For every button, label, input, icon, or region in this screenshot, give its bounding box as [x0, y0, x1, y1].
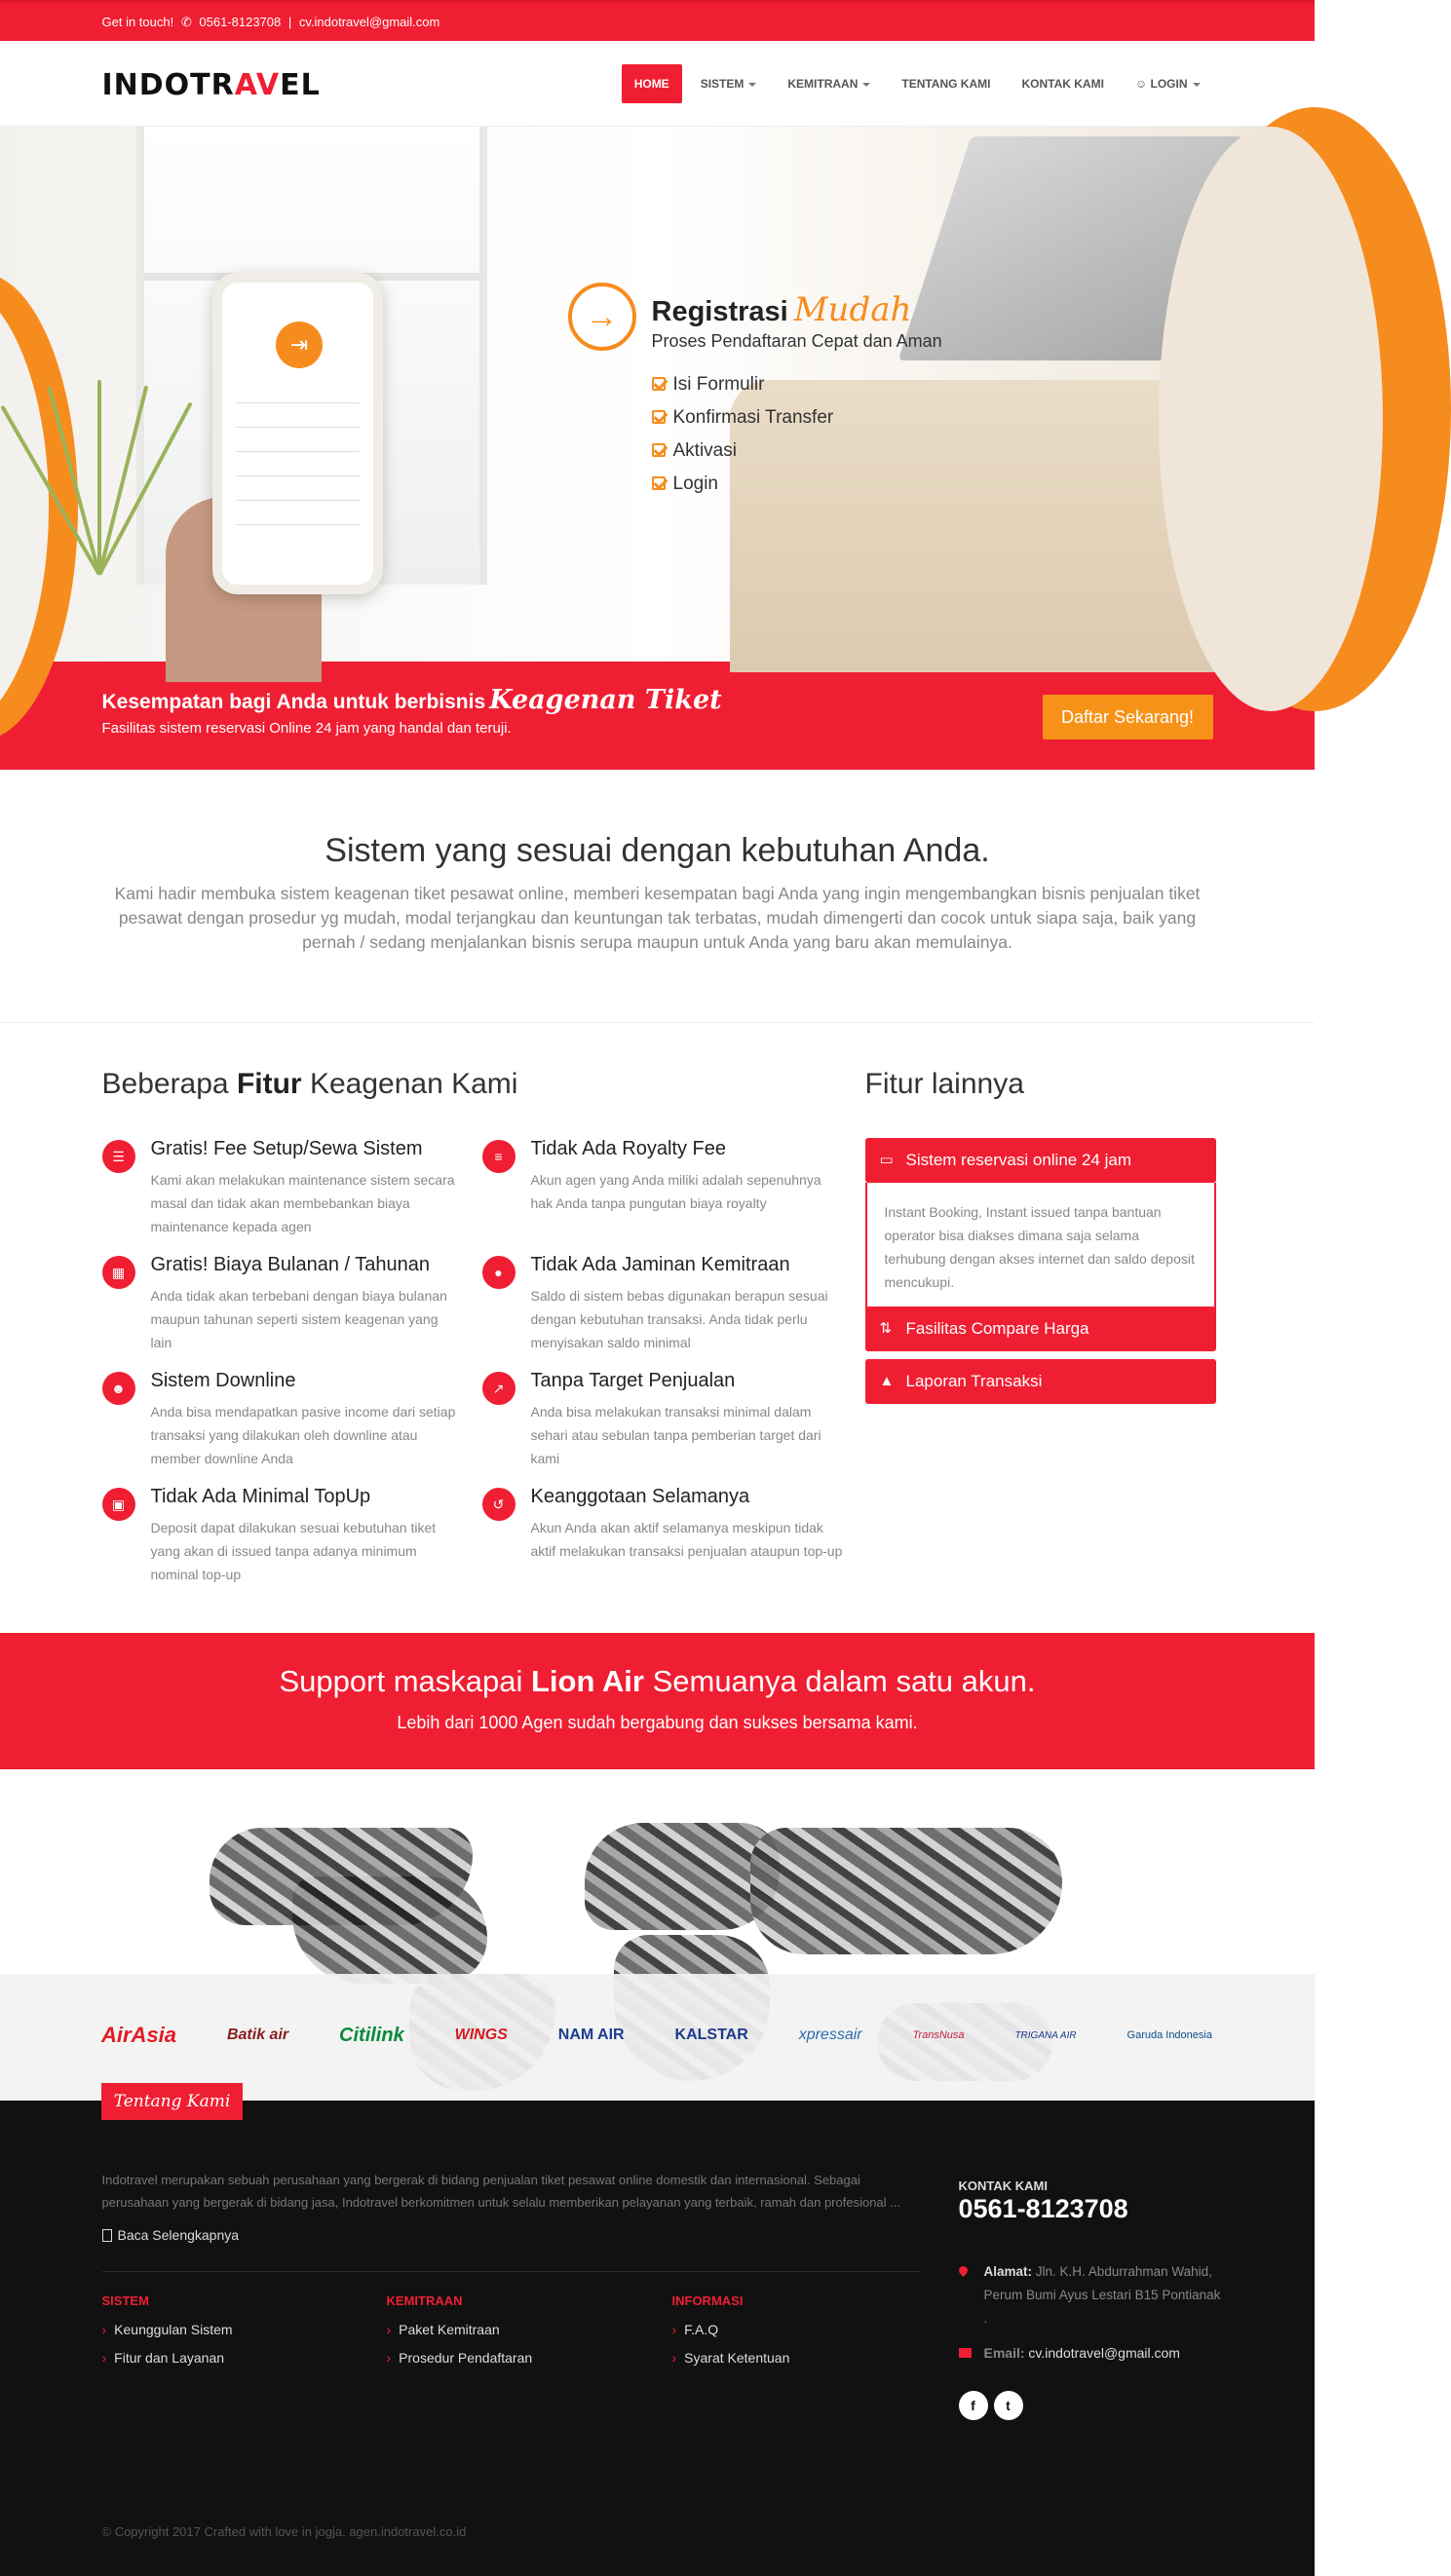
feature-desc: Deposit dapat dilakukan sesuai kebutuhan tiket yang akan di issued tanpa adanya minimum nominal top-up [150, 1520, 437, 1582]
envelope-icon [959, 2348, 972, 2358]
check-square-icon [652, 377, 666, 391]
footer-about-text: Indotravel merupakan sebuah perusahaan yang bergerak di bidang penjualan tiket pesawat online domestik dan internasional. Sebagai perusahaan yang bergerak di bidang jasa, Indotravel berkomitmen untuk selalu memberikan pelayanan yang terbaik, ramah dan profesional ... [101, 2173, 900, 2210]
site-footer [0, 2101, 1315, 2576]
support-title [0, 1633, 1315, 1699]
hero-step-label: Isi Formulir [672, 374, 765, 395]
nav-kontak-kami[interactable] [1009, 64, 1116, 103]
logo-text-accent: AV [234, 68, 281, 102]
logo-text-2: EL [280, 68, 321, 102]
support-subtitle: Lebih dari 1000 Agen sudah bergabung dan sukses bersama kami. [397, 1713, 918, 1732]
money-icon: ▣ [102, 1488, 135, 1521]
top-bar [0, 0, 1315, 41]
feature-name: Gratis! Biaya Bulanan / Tahunan [150, 1254, 430, 1275]
accordion-item [865, 1359, 1216, 1404]
contact-phone[interactable]: 0561-8123708 [958, 2194, 1128, 2223]
accordion-label: Sistem reservasi online 24 jam [905, 1151, 1131, 1169]
phone-login-icon: ⇥ [276, 322, 323, 368]
accordion-header-compare[interactable] [865, 1307, 1216, 1351]
twitter-icon[interactable]: t [994, 2391, 1023, 2420]
email-label: Email: [983, 2345, 1025, 2361]
features-section [0, 1023, 1315, 1633]
check-square-icon [652, 476, 666, 490]
world-map-section [0, 1769, 1315, 2111]
tentang-kami-tab: Tentang Kami [101, 2083, 243, 2120]
caret-down-icon [1193, 83, 1201, 87]
hero-step [652, 368, 834, 401]
footer-link-faq[interactable]: › F.A.Q [672, 2322, 790, 2350]
history-icon: ↺ [482, 1488, 515, 1521]
feature-desc: Akun agen yang Anda miliki adalah sepenuhnya hak Anda tanpa pungutan biaya royalty [530, 1172, 821, 1211]
contact-address [959, 2260, 1222, 2330]
airline-logo-batik-air: Batik air [226, 2027, 289, 2043]
airline-logo-nam-air: NAM AIR [557, 2027, 625, 2043]
cta-band [0, 662, 1315, 770]
cta-title-text: Kesempatan bagi Anda untuk berbisnis [101, 691, 486, 713]
check-square-icon [652, 410, 666, 424]
feature-desc: Anda bisa mendapatkan pasive income dari setiap transaksi yang dilakukan oleh downline atau member downline Anda [150, 1404, 456, 1466]
airline-logo-kalstar: KALSTAR [674, 2027, 748, 2043]
topbar-phone[interactable]: 0561-8123708 [199, 15, 282, 29]
logo-text-1: INDOTR [101, 68, 235, 102]
feature-name: Tidak Ada Royalty Fee [530, 1138, 726, 1159]
feature-desc: Saldo di sistem bebas digunakan berapun sesuai dengan kebutuhan transaksi. Anda tidak perlu menyisakan saldo minimal [530, 1288, 828, 1350]
airline-logo-trigana-air: TRIGANA AIR [1014, 2029, 1077, 2041]
social-links [959, 2391, 1023, 2420]
nav-home-label: HOME [633, 77, 669, 91]
line-chart-icon: ↗ [482, 1372, 515, 1405]
cta-subtitle: Fasilitas sistem reservasi Online 24 jam yang handal dan teruji. [101, 720, 512, 737]
topbar-email[interactable]: cv.indotravel@gmail.com [298, 15, 440, 29]
daftar-sekarang-button[interactable]: Daftar Sekarang! [1043, 695, 1213, 739]
topbar-text: Get in touch! [101, 15, 174, 29]
intro-section [0, 770, 1315, 1023]
nav-kemitraan[interactable] [775, 64, 883, 103]
support-title-text: Support maskapai [279, 1664, 523, 1698]
feature-name: Keanggotaan Selamanya [530, 1486, 750, 1507]
copyright: © Copyright 2017 Crafted with love in jogja. agen.indotravel.co.id [101, 2524, 467, 2539]
nav-login[interactable] [1123, 64, 1213, 103]
hero-step [652, 435, 834, 468]
feature-desc: Anda bisa melakukan transaksi minimal dalam sehari atau sebulan tanpa pemberian target dari kami [530, 1404, 821, 1466]
feature-name: Tanpa Target Penjualan [530, 1370, 736, 1391]
area-chart-icon: ▲ [879, 1373, 895, 1389]
hero-step-label: Aktivasi [672, 440, 737, 461]
users-icon: ☻ [102, 1372, 135, 1405]
document-icon [102, 2229, 112, 2242]
facebook-icon[interactable]: f [959, 2391, 988, 2420]
cta-title [102, 685, 722, 715]
airline-logo-citilink: Citilink [339, 2024, 404, 2046]
support-title-text: Semuanya dalam satu akun. [652, 1664, 1036, 1698]
hero-title-text: Registrasi [651, 296, 788, 327]
map-continent [292, 1876, 487, 1984]
hero-step-label: Konfirmasi Transfer [672, 407, 834, 428]
contact-email [959, 2345, 1180, 2361]
cta-title-accent: Keagenan Tiket [489, 685, 722, 715]
footer-link-keunggulan-sistem[interactable]: › Keunggulan Sistem [102, 2322, 233, 2350]
footer-column-title: SISTEM [101, 2293, 149, 2308]
intro-title: Sistem yang sesuai dengan kebutuhan Anda. [325, 832, 990, 869]
airline-logo-garuda: Garuda Indonesia [1126, 2029, 1212, 2041]
record-icon: ● [482, 1256, 515, 1289]
topbar-separator: | [287, 15, 292, 29]
sort-icon: ⇅ [879, 1320, 893, 1337]
check-square-icon [652, 443, 666, 457]
accordion-header-reservasi[interactable] [865, 1138, 1216, 1183]
caret-down-icon [862, 83, 870, 87]
footer-column-title: INFORMASI [671, 2293, 744, 2308]
airline-logos [101, 2023, 1212, 2048]
accordion-label: Laporan Transaksi [905, 1372, 1043, 1390]
hero-subtitle: Proses Pendaftaran Cepat dan Aman [651, 331, 942, 351]
nav-sistem-label: SISTEM [700, 77, 745, 91]
laptop-icon: ▭ [879, 1152, 894, 1168]
main-nav [622, 64, 1213, 103]
features-title [102, 1068, 518, 1101]
support-band [0, 1633, 1315, 1769]
feature-desc: Kami akan melakukan maintenance sistem secara masal dan tidak akan membebankan biaya maintenance kepada agen [150, 1172, 455, 1234]
airline-logo-xpressair: xpressair [798, 2027, 862, 2043]
read-more-link[interactable] [102, 2227, 240, 2243]
nav-tentang-kami[interactable] [889, 64, 1003, 103]
footer-link-paket-kemitraan[interactable]: › Paket Kemitraan [387, 2322, 533, 2350]
other-features-title: Fitur lainnya [864, 1068, 1024, 1100]
footer-column-sistem [102, 2293, 233, 2378]
airline-logos-strip [0, 1974, 1315, 2101]
email-link[interactable]: cv.indotravel@gmail.com [1028, 2345, 1180, 2361]
accordion-item [865, 1138, 1216, 1311]
calendar-icon: ▦ [102, 1256, 135, 1289]
read-more-label: Baca Selengkapnya [117, 2227, 240, 2243]
hero-step [652, 468, 834, 501]
address-text: Jln. K.H. Abdurrahman Wahid, Perum Bumi Ayus Lestari B15 Pontianak . [983, 2264, 1221, 2326]
hero-steps [652, 368, 834, 501]
database-icon: ≡ [482, 1140, 515, 1173]
hero-title-accent: Mudah [793, 290, 912, 329]
contact-label: KONTAK KAMI [958, 2178, 1048, 2193]
accordion-body: Instant Booking, Instant issued tanpa bantuan operator bisa diakses dimana saja selama terhubung dengan akses internet dan saldo deposit mencukupi. [865, 1183, 1216, 1311]
hero-title [652, 290, 912, 329]
accordion-item [865, 1307, 1216, 1351]
feature-name: Tidak Ada Minimal TopUp [150, 1486, 371, 1507]
intro-text: Kami hadir membuka sistem keagenan tiket pesawat online, memberi kesempatan bagi Anda yang ingin mengembangkan bisnis penjualan tiket pesawat dengan prosedur yg mudah, modal terjangkau dan keuntungan tak terbatas, mudah dimengerti dan cocok untuk siapa saja, baik yang pernah / sedang menjalankan bisnis serupa maupun untuk Anda yang baru akan memulainya. [114, 884, 1201, 952]
footer-column-kemitraan [387, 2293, 533, 2378]
nav-login-label: LOGIN [1150, 77, 1188, 91]
airline-logo-wings: WINGS [454, 2027, 508, 2043]
accordion-header-laporan[interactable] [865, 1359, 1216, 1404]
footer-divider [102, 2271, 921, 2272]
feature-desc: Akun Anda akan aktif selamanya meskipun tidak aktif melakukan transaksi penjualan ataupun top-up [530, 1520, 843, 1559]
hero-banner [0, 127, 1315, 662]
map-marker-icon [957, 2264, 970, 2277]
hero-step [652, 401, 834, 435]
phone-icon: ✆ [180, 15, 192, 29]
nav-sistem[interactable] [688, 64, 770, 103]
feature-desc: Anda tidak akan terbebani dengan biaya bulanan maupun tahunan seperti sistem keagenan yang lain [150, 1288, 447, 1350]
site-header [0, 41, 1315, 127]
user-icon: ☺ [1134, 77, 1151, 91]
caret-down-icon [748, 83, 756, 87]
feature-name: Sistem Downline [150, 1370, 296, 1391]
footer-column-title: KEMITRAAN [386, 2293, 463, 2308]
airline-logo-airasia: AirAsia [101, 2023, 177, 2047]
arrow-right-icon: → [568, 283, 636, 351]
feature-name: Tidak Ada Jaminan Kemitraan [530, 1254, 790, 1275]
hero-step-label: Login [672, 474, 718, 494]
nav-kemitraan-label: KEMITRAAN [787, 77, 859, 91]
map-continent [750, 1828, 1062, 1954]
site-logo[interactable] [102, 68, 321, 102]
list-icon: ☰ [102, 1140, 135, 1173]
footer-link-syarat-ketentuan[interactable]: › Syarat Ketentuan [672, 2350, 790, 2378]
footer-column-informasi [672, 2293, 790, 2378]
features-title-text: Keagenan Kami [309, 1068, 518, 1100]
feature-name: Gratis! Fee Setup/Sewa Sistem [150, 1138, 423, 1159]
footer-link-prosedur-pendaftaran[interactable]: › Prosedur Pendaftaran [387, 2350, 533, 2378]
nav-tentang-kami-label: TENTANG KAMI [901, 77, 991, 91]
address-label: Alamat: [983, 2264, 1033, 2279]
accordion-label: Fasilitas Compare Harga [905, 1319, 1089, 1338]
features-title-bold: Fitur [236, 1068, 302, 1100]
support-title-bold: Lion Air [531, 1664, 644, 1698]
nav-home[interactable] [622, 64, 682, 103]
nav-kontak-kami-label: KONTAK KAMI [1021, 77, 1104, 91]
features-title-text: Beberapa [101, 1068, 229, 1100]
airline-logo-transnusa: TransNusa [912, 2029, 965, 2041]
footer-link-fitur-layanan[interactable]: › Fitur dan Layanan [102, 2350, 233, 2378]
